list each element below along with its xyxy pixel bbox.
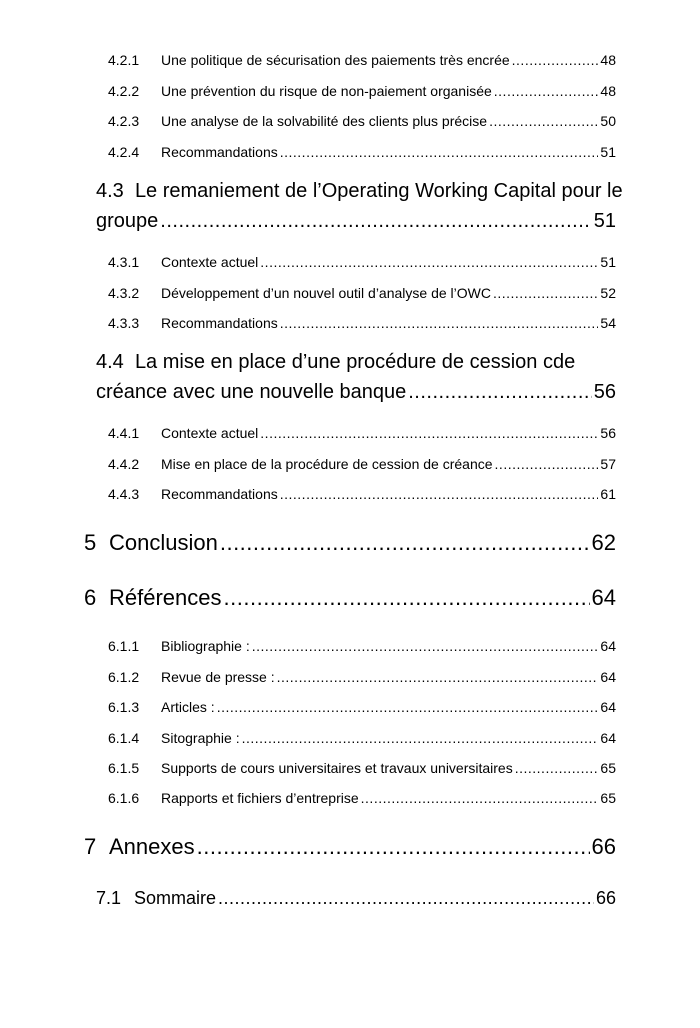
toc-entry-6-1-4[interactable] bbox=[108, 730, 616, 746]
toc-entry-6-1-2[interactable] bbox=[108, 669, 616, 685]
toc-title: Rapports et fichiers d’entreprise bbox=[161, 790, 359, 806]
toc-leader bbox=[280, 315, 599, 331]
toc-number: 4.3.2 bbox=[108, 285, 140, 301]
toc-leader bbox=[494, 83, 599, 99]
toc-page: 50 bbox=[600, 113, 616, 129]
toc-title: Recommandations bbox=[161, 315, 278, 331]
toc-title: Développement d’un nouvel outil d’analyse de l’OWC bbox=[161, 285, 491, 301]
toc-leader bbox=[220, 530, 590, 556]
toc-title: Revue de presse : bbox=[161, 669, 275, 685]
toc-leader bbox=[197, 834, 590, 860]
toc-number: 4.3 bbox=[96, 180, 124, 202]
toc-page: 61 bbox=[600, 486, 616, 502]
toc-leader bbox=[489, 113, 598, 129]
toc-leader bbox=[260, 425, 598, 441]
toc-number: 4.4.1 bbox=[108, 425, 140, 441]
toc-entry-4-2-2[interactable] bbox=[108, 83, 616, 99]
toc-entry-6-1-5[interactable] bbox=[108, 760, 616, 776]
toc-number: 4.3.3 bbox=[108, 315, 140, 331]
toc-number: 5 bbox=[84, 530, 97, 555]
toc-page: 66 bbox=[595, 888, 616, 908]
toc-page: 66 bbox=[591, 834, 616, 859]
toc-page: 64 bbox=[600, 669, 616, 685]
toc-entry-4-3-line1[interactable] bbox=[96, 180, 623, 203]
toc-leader bbox=[280, 486, 599, 502]
toc-number: 6.1.6 bbox=[108, 790, 140, 806]
toc-number: 7.1 bbox=[96, 888, 122, 908]
toc-title: Conclusion bbox=[109, 530, 218, 555]
toc-page: 56 bbox=[593, 381, 616, 403]
toc-title: Recommandations bbox=[161, 486, 278, 502]
toc-entry-4-4-2[interactable] bbox=[108, 456, 616, 472]
toc-entry-5[interactable] bbox=[84, 530, 616, 556]
toc-page: 52 bbox=[600, 285, 616, 301]
toc-title: Bibliographie : bbox=[161, 638, 250, 654]
toc-entry-6-1-3[interactable] bbox=[108, 699, 616, 715]
toc-number: 4.2.1 bbox=[108, 52, 140, 68]
toc-entry-4-3-2[interactable] bbox=[108, 285, 616, 301]
toc-title: Annexes bbox=[109, 834, 195, 859]
toc-title: Sitographie : bbox=[161, 730, 240, 746]
toc-entry-6-1-6[interactable] bbox=[108, 790, 616, 806]
toc-leader bbox=[160, 210, 591, 233]
toc-number: 7 bbox=[84, 834, 97, 859]
toc-number: 4.2.4 bbox=[108, 144, 140, 160]
toc-title: Articles : bbox=[161, 699, 215, 715]
toc-leader bbox=[515, 760, 599, 776]
toc-page: 54 bbox=[600, 315, 616, 331]
toc-page: 56 bbox=[600, 425, 616, 441]
toc-leader bbox=[260, 254, 598, 270]
toc-page: 51 bbox=[600, 144, 616, 160]
toc-title: Une prévention du risque de non-paiement organisée bbox=[161, 83, 492, 99]
toc-number: 4.2.2 bbox=[108, 83, 140, 99]
toc-page: 65 bbox=[600, 790, 616, 806]
toc-number: 6.1.2 bbox=[108, 669, 140, 685]
toc-entry-4-3-1[interactable] bbox=[108, 254, 616, 270]
toc-entry-4-2-4[interactable] bbox=[108, 144, 616, 160]
toc-title: Contexte actuel bbox=[161, 254, 259, 270]
toc-page: 57 bbox=[600, 456, 616, 472]
toc-page: 51 bbox=[593, 210, 616, 232]
toc-entry-4-4-1[interactable] bbox=[108, 425, 616, 441]
toc-entry-4-3-line2[interactable] bbox=[96, 210, 616, 233]
toc-number: 6.1.5 bbox=[108, 760, 140, 776]
toc-entry-4-4-3[interactable] bbox=[108, 486, 616, 502]
toc-page: 51 bbox=[600, 254, 616, 270]
toc-title: Une politique de sécurisation des paiements très encrée bbox=[161, 52, 510, 68]
toc-page: 48 bbox=[600, 52, 616, 68]
toc-title: Mise en place de la procédure de cession de créance bbox=[161, 456, 493, 472]
toc-page: 64 bbox=[600, 638, 616, 654]
toc-leader bbox=[224, 585, 590, 611]
toc-page: 48 bbox=[600, 83, 616, 99]
toc-leader bbox=[512, 52, 599, 68]
toc-number: 4.4.2 bbox=[108, 456, 140, 472]
toc-number: 4.4.3 bbox=[108, 486, 140, 502]
toc-title: Le remaniement de l’Operating Working Capital pour le bbox=[134, 180, 623, 202]
toc-title: Recommandations bbox=[161, 144, 278, 160]
toc-number: 6.1.4 bbox=[108, 730, 140, 746]
toc-entry-7-1[interactable] bbox=[96, 888, 616, 909]
toc-entry-7[interactable] bbox=[84, 834, 616, 860]
toc-page: 62 bbox=[591, 530, 616, 555]
toc-leader bbox=[277, 669, 599, 685]
toc-entry-4-4-line1[interactable] bbox=[96, 351, 575, 374]
toc-number: 6 bbox=[84, 585, 97, 610]
toc-title: Références bbox=[109, 585, 222, 610]
toc-entry-4-2-3[interactable] bbox=[108, 113, 616, 129]
toc-leader bbox=[280, 144, 599, 160]
toc-leader bbox=[252, 638, 599, 654]
toc-leader bbox=[408, 381, 592, 404]
toc-entry-4-4-line2[interactable] bbox=[96, 381, 616, 404]
toc-number: 4.3.1 bbox=[108, 254, 140, 270]
toc-number: 4.2.3 bbox=[108, 113, 140, 129]
toc-entry-6-1-1[interactable] bbox=[108, 638, 616, 654]
toc-title: Contexte actuel bbox=[161, 425, 259, 441]
toc-leader bbox=[217, 699, 599, 715]
toc-title: créance avec une nouvelle banque bbox=[96, 381, 407, 403]
toc-number: 4.4 bbox=[96, 351, 124, 373]
toc-leader bbox=[495, 456, 599, 472]
toc-leader bbox=[218, 888, 594, 909]
toc-title: Supports de cours universitaires et travaux universitaires bbox=[161, 760, 513, 776]
toc-entry-4-2-1[interactable] bbox=[108, 52, 616, 68]
toc-number: 6.1.3 bbox=[108, 699, 140, 715]
toc-title: Une analyse de la solvabilité des clients plus précise bbox=[161, 113, 488, 129]
toc-page: 64 bbox=[600, 699, 616, 715]
toc-entry-6[interactable] bbox=[84, 585, 616, 611]
toc-number: 6.1.1 bbox=[108, 638, 140, 654]
toc-entry-4-3-3[interactable] bbox=[108, 315, 616, 331]
toc-leader bbox=[493, 285, 598, 301]
toc-title: La mise en place d’une procédure de cession cde bbox=[134, 351, 576, 373]
toc-leader bbox=[361, 790, 599, 806]
toc-leader bbox=[242, 730, 599, 746]
toc-page: 64 bbox=[600, 730, 616, 746]
toc-page: 64 bbox=[591, 585, 616, 610]
toc-page: 65 bbox=[600, 760, 616, 776]
toc-title: groupe bbox=[96, 210, 159, 232]
toc-title: Sommaire bbox=[134, 888, 217, 908]
